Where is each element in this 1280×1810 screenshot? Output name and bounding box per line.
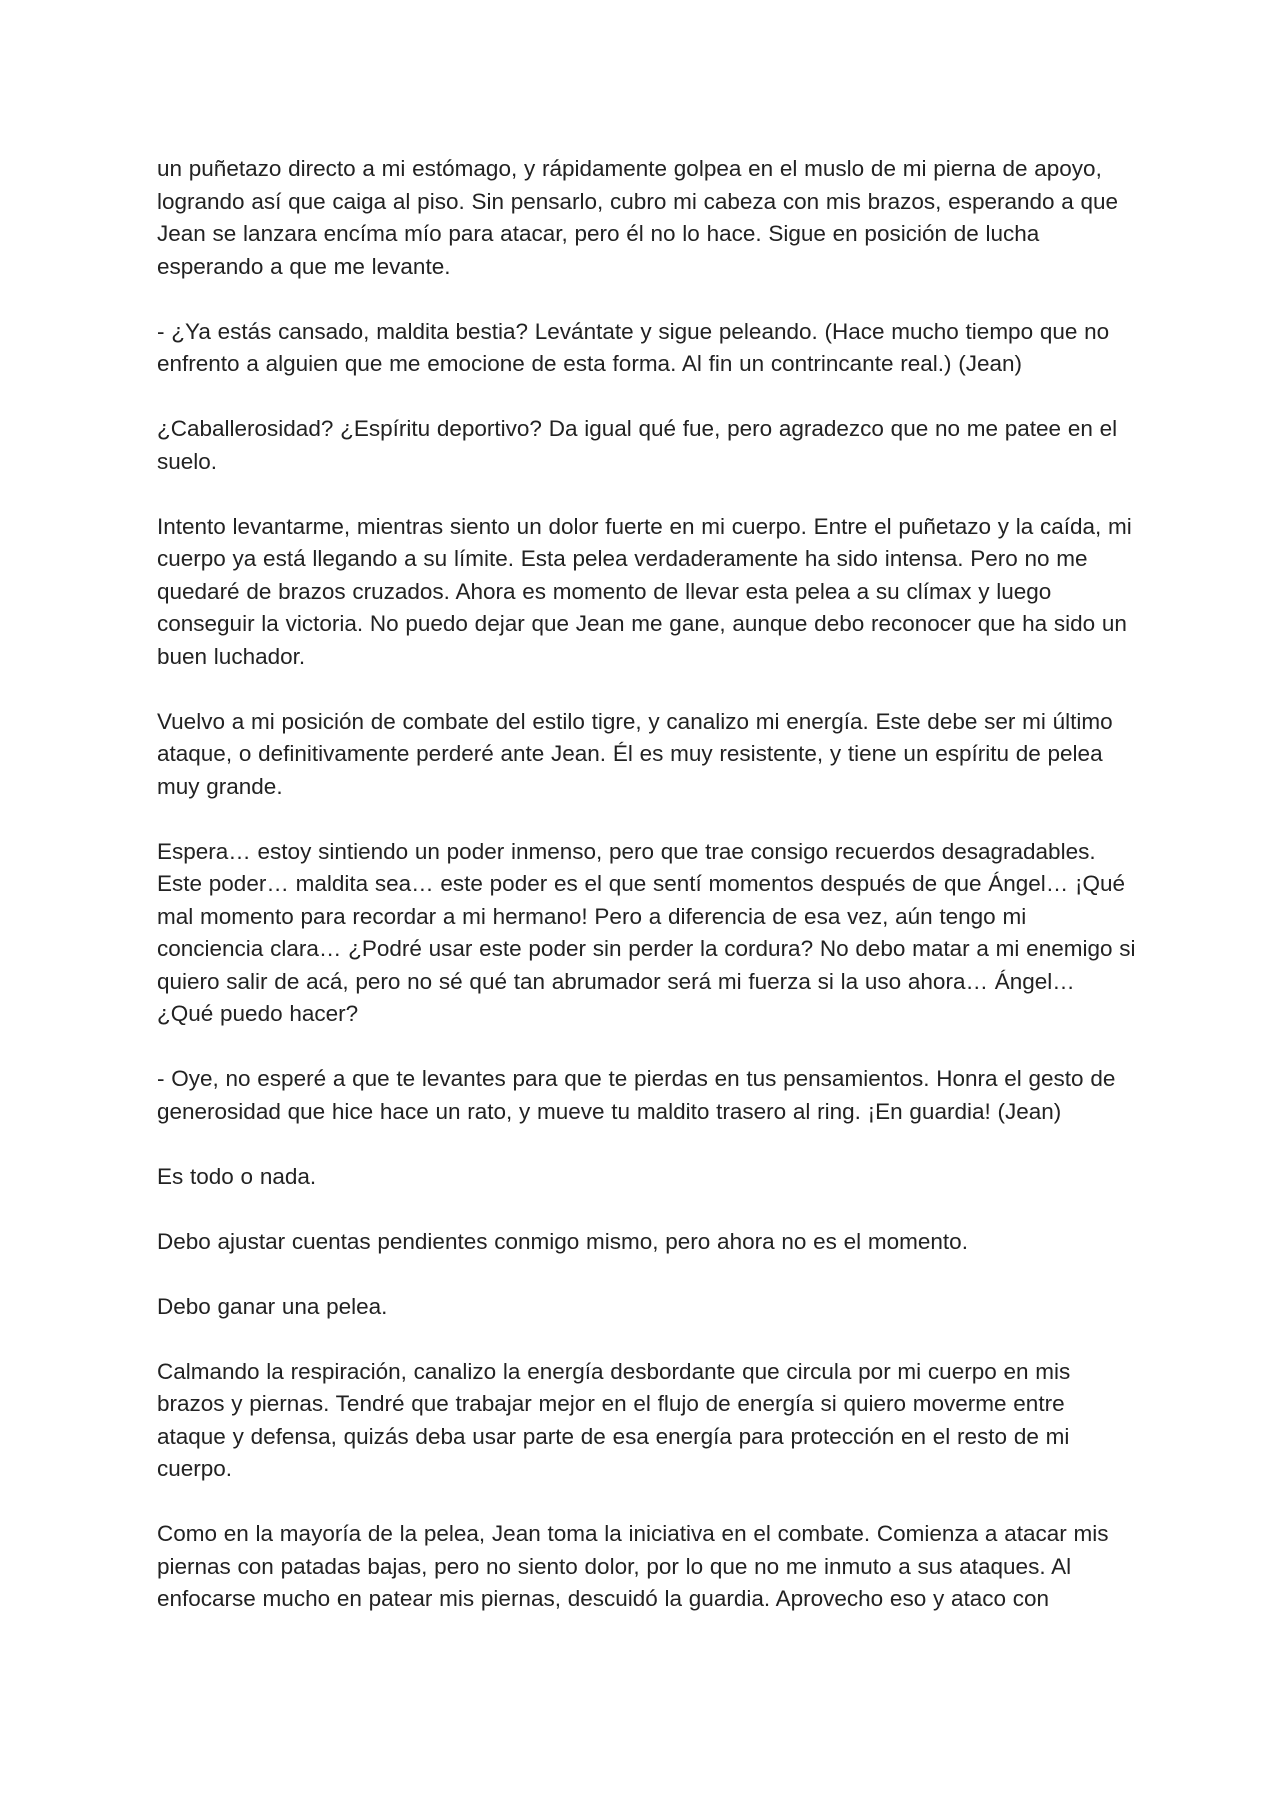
paragraph-12: Como en la mayoría de la pelea, Jean toma la iniciativa en el combate. Comienza a atacar mis piernas con patadas bajas, pero no siento dolor, por lo que no me inmuto a sus ataques. Al enfocarse mucho en patear mis piernas, descuidó la guardia. Aprovecho eso y ataco con bbox=[157, 1521, 1109, 1611]
paragraph-10: Debo ganar una pelea. bbox=[157, 1293, 388, 1319]
paragraph-3: ¿Caballerosidad? ¿Espíritu deportivo? Da igual qué fue, pero agradezco que no me patee en el suelo. bbox=[157, 416, 1118, 474]
paragraph-1: un puñetazo directo a mi estómago, y rápidamente golpea en el muslo de mi pierna de apoyo, logrando así que caiga al piso. Sin pensarlo, cubro mi cabeza con mis brazos, esperando a que Jean se lanzara encíma mío para atacar, pero él no lo hace. Sigue en posición de lucha esperando a que me levante. bbox=[157, 156, 1119, 279]
paragraph-8: Es todo o nada. bbox=[157, 1163, 317, 1189]
paragraph-9: Debo ajustar cuentas pendientes conmigo mismo, pero ahora no es el momento. bbox=[157, 1228, 968, 1254]
paragraph-7-jean-dialogue: - Oye, no esperé a que te levantes para que te pierdas en tus pensamientos. Honra el gesto de generosidad que hice hace un rato, y mueve tu maldito trasero al ring. ¡En guardia! (Jean) bbox=[157, 1066, 1116, 1124]
paragraph-11: Calmando la respiración, canalizo la energía desbordante que circula por mi cuerpo en mis brazos y piernas. Tendré que trabajar mejor en el flujo de energía si quiero moverme entre ataque y defensa, quizás deba usar parte de esa energía para protección en el resto de mi cuerpo. bbox=[157, 1358, 1071, 1481]
document-page bbox=[157, 153, 1137, 1616]
paragraph-6: Espera… estoy sintiendo un poder inmenso, pero que trae consigo recuerdos desagradables. Este poder… maldita sea… este poder es el que sentí momentos después de que Ángel… ¡Qué mal momento para recordar a mi hermano! Pero a diferencia de esa vez, aún tengo mi conciencia clara… ¿Podré usar este poder sin perder la cordura? No debo matar a mi enemigo si quiero salir de acá, pero no sé qué tan abrumador será mi fuerza si la uso ahora… Ángel… ¿Qué puedo hacer? bbox=[157, 838, 1136, 1026]
paragraph-4: Intento levantarme, mientras siento un dolor fuerte en mi cuerpo. Entre el puñetazo y la caída, mi cuerpo ya está llegando a su límite. Esta pelea verdaderamente ha sido intensa. Pero no me quedaré de brazos cruzados. Ahora es momento de llevar esta pelea a su clímax y luego conseguir la victoria. No puedo dejar que Jean me gane, aunque debo reconocer que ha sido un buen luchador. bbox=[157, 513, 1132, 669]
paragraph-2-jean-dialogue: - ¿Ya estás cansado, maldita bestia? Levántate y sigue peleando. (Hace mucho tiempo que no enfrento a alguien que me emocione de esta forma. Al fin un contrincante real.) (Jean) bbox=[157, 318, 1110, 376]
paragraph-5: Vuelvo a mi posición de combate del estilo tigre, y canalizo mi energía. Este debe ser mi último ataque, o definitivamente perderé ante Jean. Él es muy resistente, y tiene un espíritu de pelea muy grande. bbox=[157, 708, 1113, 799]
